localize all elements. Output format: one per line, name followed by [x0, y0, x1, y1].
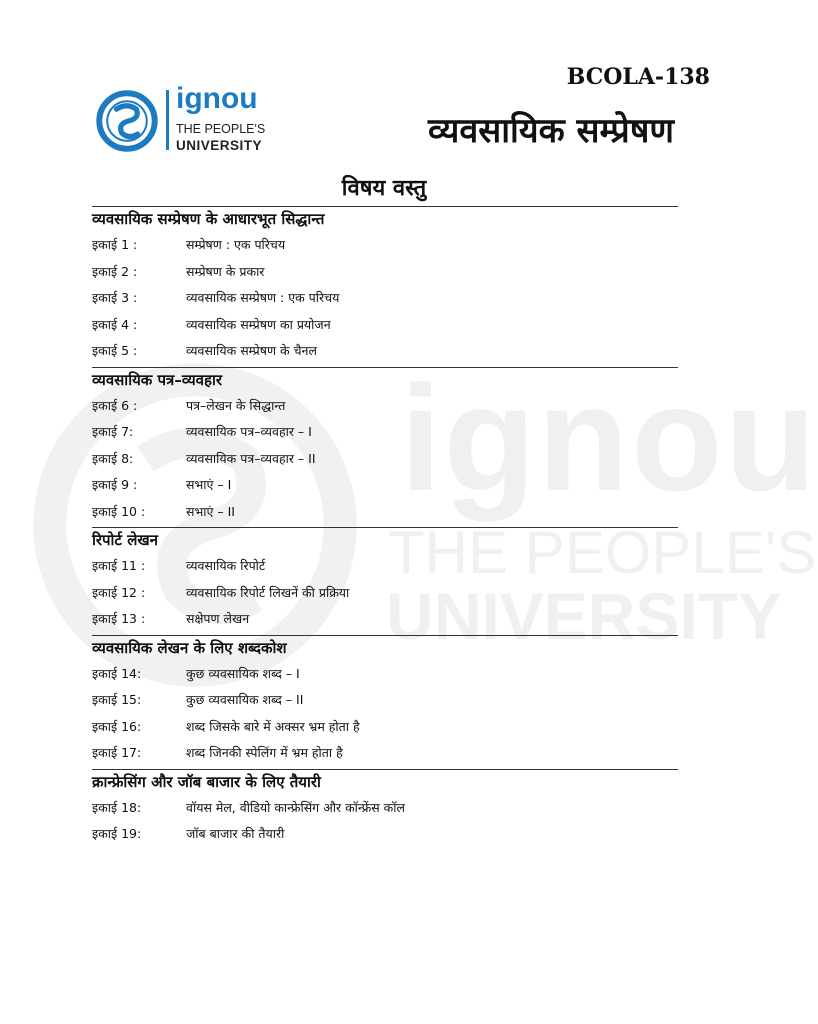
unit-title: सम्प्रेषण के प्रकार: [186, 263, 265, 279]
course-code: BCOLA-138: [566, 64, 710, 90]
unit-row: [92, 474, 678, 501]
unit-row: [92, 608, 678, 635]
section-title: क्रान्फ्रेसिंग और जॉब बाजार के लिए तैयारी: [92, 772, 321, 791]
unit-title: जॉब बाजार की तैयारी: [186, 826, 285, 841]
unit-row: [92, 742, 678, 769]
unit-row: [92, 555, 678, 582]
unit-row: [92, 823, 678, 850]
unit-title: व्यवसायिक सम्प्रेषण : एक परिचय: [186, 290, 340, 305]
unit-number: इकाई 16:: [92, 718, 142, 734]
unit-title: व्यवसायिक पत्र–व्यवहार – I: [186, 424, 312, 439]
unit-row: [92, 501, 678, 528]
unit-number: इकाई 19:: [92, 826, 142, 841]
watermark-wordmark: ignou: [400, 354, 818, 522]
unit-number: इकाई 5 :: [92, 343, 138, 358]
section-block: [92, 367, 678, 528]
watermark-line2: UNIVERSITY: [386, 579, 783, 653]
unit-row: [92, 448, 678, 475]
logo-wordmark: ignou: [176, 82, 258, 115]
unit-row: [92, 314, 678, 341]
unit-title: व्यवसायिक सम्प्रेषण का प्रयोजन: [186, 316, 331, 332]
section-title: व्यवसायिक सम्प्रेषण के आधारभूत सिद्धान्त: [92, 210, 325, 228]
ignou-emblem-icon: [94, 88, 160, 154]
contents-list: [92, 206, 678, 850]
unit-number: इकाई 10 :: [92, 503, 146, 519]
unit-row: [92, 663, 678, 690]
unit-number: इकाई 8:: [92, 450, 134, 466]
unit-number: इकाई 9 :: [92, 477, 138, 492]
unit-title: सम्प्रेषण : एक परिचय: [186, 237, 286, 252]
unit-title: सक्षेपण लेखन: [186, 611, 250, 626]
unit-row: [92, 716, 678, 743]
unit-title: सभाएं – I: [186, 477, 232, 492]
section-title: व्यवसायिक पत्र–व्यवहार: [92, 370, 222, 389]
unit-title: कुछ व्यवसायिक शब्द – II: [186, 692, 304, 707]
unit-title: सभाएं – II: [186, 503, 235, 519]
unit-number: इकाई 18:: [92, 799, 142, 815]
unit-title: शब्द जिनकी स्पेलिंग में भ्रम होता है: [186, 745, 343, 760]
unit-title: शब्द जिसके बारे में अक्सर भ्रम होता है: [186, 718, 360, 734]
unit-number: इकाई 13 :: [92, 611, 146, 626]
unit-row: [92, 797, 678, 824]
unit-row: [92, 287, 678, 314]
ignou-logo: [94, 82, 294, 154]
unit-title: वॉयस मेल, वीडियो कान्फ्रेसिंग और कॉन्फ्रेंस कॉल: [186, 799, 405, 815]
unit-number: इकाई 6 :: [92, 397, 138, 413]
unit-number: इकाई 2 :: [92, 263, 138, 279]
unit-number: इकाई 3 :: [92, 290, 138, 305]
unit-row: [92, 421, 678, 448]
unit-row: [92, 340, 678, 367]
logo-divider: [166, 90, 169, 150]
course-title: व्यवसायिक सम्प्रेषण: [428, 111, 674, 151]
unit-row: [92, 582, 678, 609]
unit-number: इकाई 1 :: [92, 237, 138, 252]
unit-row: [92, 395, 678, 422]
unit-number: इकाई 4 :: [92, 316, 138, 332]
unit-number: इकाई 11 :: [92, 558, 146, 573]
unit-row: [92, 261, 678, 288]
unit-number: इकाई 14:: [92, 665, 142, 681]
unit-title: व्यवसायिक सम्प्रेषण के चैनल: [186, 343, 317, 358]
unit-title: व्यवसायिक रिपोर्ट लिखनें की प्रक्रिया: [186, 584, 350, 600]
logo-tagline-line1: THE PEOPLE'S: [176, 122, 266, 136]
section-title: व्यवसायिक लेखन के लिए शब्दकोश: [92, 638, 287, 657]
contents-heading: विषय वस्तु: [341, 176, 427, 201]
unit-row: [92, 234, 678, 261]
unit-title: कुछ व्यवसायिक शब्द – I: [186, 665, 300, 681]
unit-number: इकाई 17:: [92, 745, 142, 760]
unit-title: पत्र–लेखन के सिद्धान्त: [186, 397, 286, 413]
unit-number: इकाई 15:: [92, 692, 142, 707]
watermark-line1: THE PEOPLE'S: [388, 519, 817, 586]
unit-number: इकाई 7:: [92, 424, 134, 439]
section-block: [92, 206, 678, 367]
logo-tagline-line2: UNIVERSITY: [176, 138, 263, 153]
section-block: [92, 527, 678, 635]
unit-title: व्यवसायिक पत्र–व्यवहार – II: [186, 450, 316, 466]
unit-row: [92, 689, 678, 716]
unit-number: इकाई 12 :: [92, 584, 146, 600]
section-title: रिपोर्ट लेखन: [92, 531, 158, 549]
section-block: [92, 769, 678, 850]
unit-title: व्यवसायिक रिपोर्ट: [186, 558, 266, 573]
section-block: [92, 635, 678, 769]
